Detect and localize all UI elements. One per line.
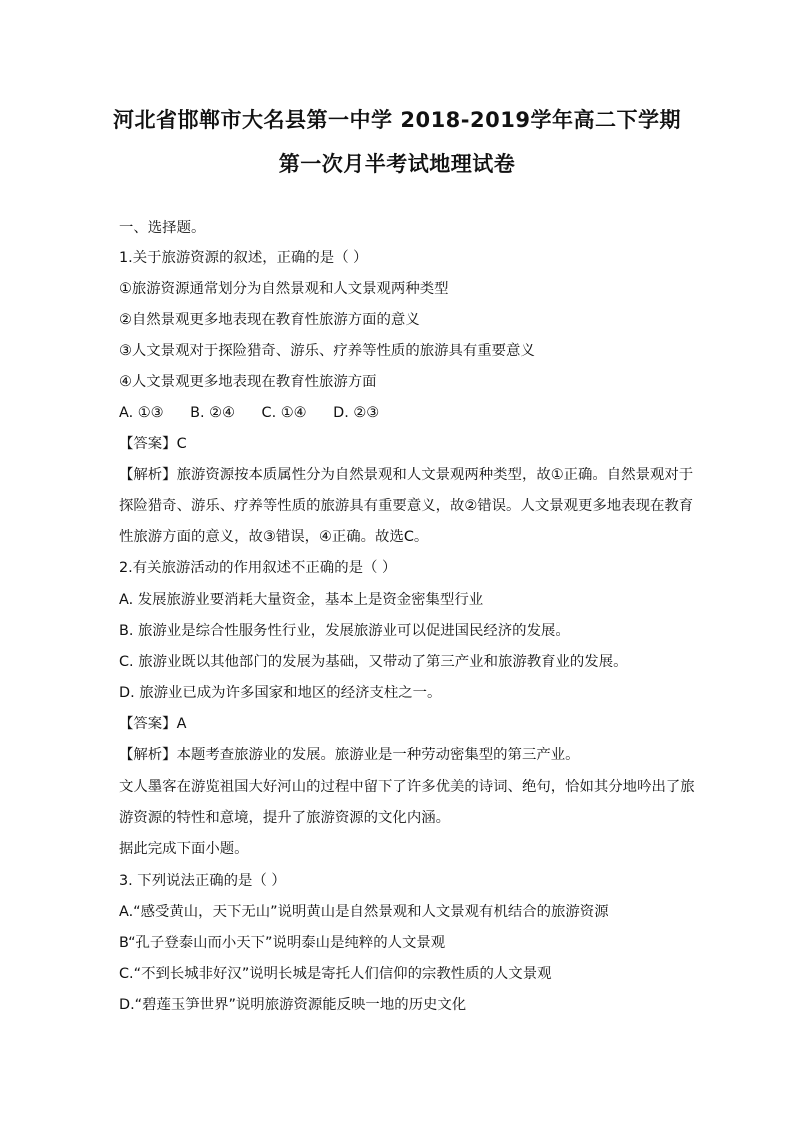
q1-item-1: ①旅游资源通常划分为自然景观和人文景观两种类型: [119, 281, 449, 297]
q1-analysis-line-2: 探险猎奇、游乐、疗养等性质的旅游具有重要意义，故②错误。人文景观更多地表现在教育: [119, 498, 694, 514]
q1-option-c: C. ①④: [261, 405, 307, 421]
q2-option-d: D. 旅游业已成为许多国家和地区的经济支柱之一。: [119, 685, 442, 701]
q1-analysis-line-3: 性旅游方面的意义，故③错误，④正确。故选C。: [119, 529, 429, 545]
passage-line-3: 据此完成下面小题。: [119, 841, 249, 857]
q1-stem: 1.关于旅游资源的叙述，正确的是（ ）: [119, 250, 368, 266]
q3-option-c: C.“不到长城非好汉”说明长城是寄托人们信仰的宗教性质的人文景观: [119, 966, 552, 982]
q1-option-b: B. ②④: [190, 405, 235, 421]
q2-option-b: B. 旅游业是综合性服务性行业，发展旅游业可以促进国民经济的发展。: [119, 623, 570, 639]
q1-analysis-line-1: 【解析】旅游资源按本质属性分为自然景观和人文景观两种类型，故①正确。自然景观对于: [119, 467, 694, 483]
q1-item-2: ②自然景观更多地表现在教育性旅游方面的意义: [119, 312, 420, 328]
q1-option-a: A. ①③: [119, 405, 164, 421]
passage-line-2: 游资源的特性和意境，提升了旅游资源的文化内涵。: [119, 810, 450, 826]
title-line-2: 第一次月半考试地理试卷: [278, 152, 516, 176]
q3-option-b: B“孔子登泰山而小天下”说明泰山是纯粹的人文景观: [119, 935, 446, 951]
q1-item-3: ③人文景观对于探险猎奇、游乐、疗养等性质的旅游具有重要意义: [119, 343, 535, 359]
q3-option-d: D.“碧莲玉笋世界”说明旅游资源能反映一地的历史文化: [119, 997, 467, 1013]
q3-option-a: A.“感受黄山，天下无山”说明黄山是自然景观和人文景观有机结合的旅游资源: [119, 904, 609, 920]
q1-options: [119, 403, 401, 423]
passage-line-1: 文人墨客在游览祖国大好河山的过程中留下了许多优美的诗词、绝句，恰如其分地吟出了旅: [119, 779, 695, 795]
q1-item-4: ④人文景观更多地表现在教育性旅游方面: [119, 374, 377, 390]
q1-option-d: D. ②③: [333, 405, 380, 421]
title-line-1: 河北省邯郸市大名县第一中学 2018-2019学年高二下学期: [113, 108, 681, 132]
q2-analysis: 【解析】本题考查旅游业的发展。旅游业是一种劳动密集型的第三产业。: [119, 747, 580, 763]
q2-option-a: A. 发展旅游业要消耗大量资金，基本上是资金密集型行业: [119, 592, 484, 608]
q1-answer: 【答案】C: [119, 436, 187, 452]
q2-option-c: C. 旅游业既以其他部门的发展为基础，又带动了第三产业和旅游教育业的发展。: [119, 654, 628, 670]
section-heading: 一、选择题。: [119, 220, 206, 236]
q2-stem: 2.有关旅游活动的作用叙述不正确的是（ ）: [119, 560, 397, 576]
q3-stem: 3. 下列说法正确的是（ ）: [119, 873, 286, 889]
q2-answer: 【答案】A: [119, 716, 187, 732]
